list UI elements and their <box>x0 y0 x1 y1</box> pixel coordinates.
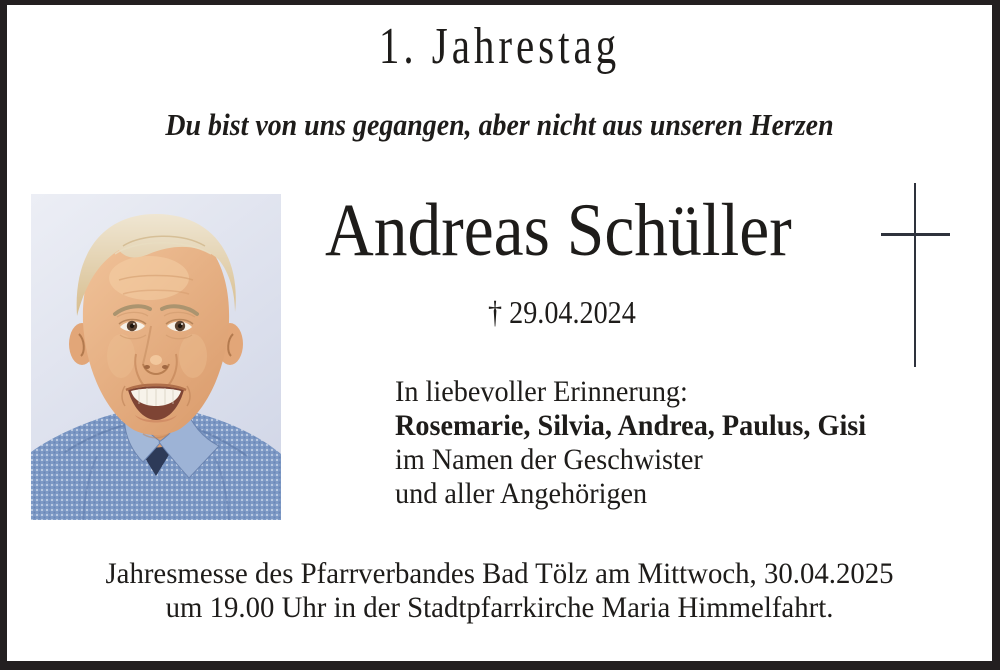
epigraph-quote: Du bist von uns gegangen, aber nicht aus unseren Herzen <box>165 107 834 142</box>
remembrance-block <box>395 375 866 511</box>
death-date-text: † 29.04.2024 <box>488 294 636 330</box>
remembrance-names: Rosemarie, Silvia, Andrea, Paulus, Gisi <box>395 409 867 442</box>
service-info <box>27 557 973 625</box>
service-line2: um 19.00 Uhr in der Stadtpfarrkirche Maria Himmelfahrt. <box>165 591 834 624</box>
remembrance-intro: In liebevoller Erinnerung: <box>395 375 688 408</box>
portrait-photo <box>31 194 281 520</box>
deceased-name: Andreas Schüller <box>325 189 792 272</box>
remembrance-line3: im Namen der Geschwister <box>395 443 703 476</box>
service-line1: Jahresmesse des Pfarrverbandes Bad Tölz am Mittwoch, 30.04.2025 <box>105 557 894 590</box>
anniversary-title: 1. Jahrestag <box>378 18 621 75</box>
remembrance-line4: und aller Angehörigen <box>395 477 648 510</box>
cross-horizontal-bar <box>881 233 950 236</box>
cross-vertical-bar <box>914 183 916 367</box>
death-date <box>488 296 636 328</box>
